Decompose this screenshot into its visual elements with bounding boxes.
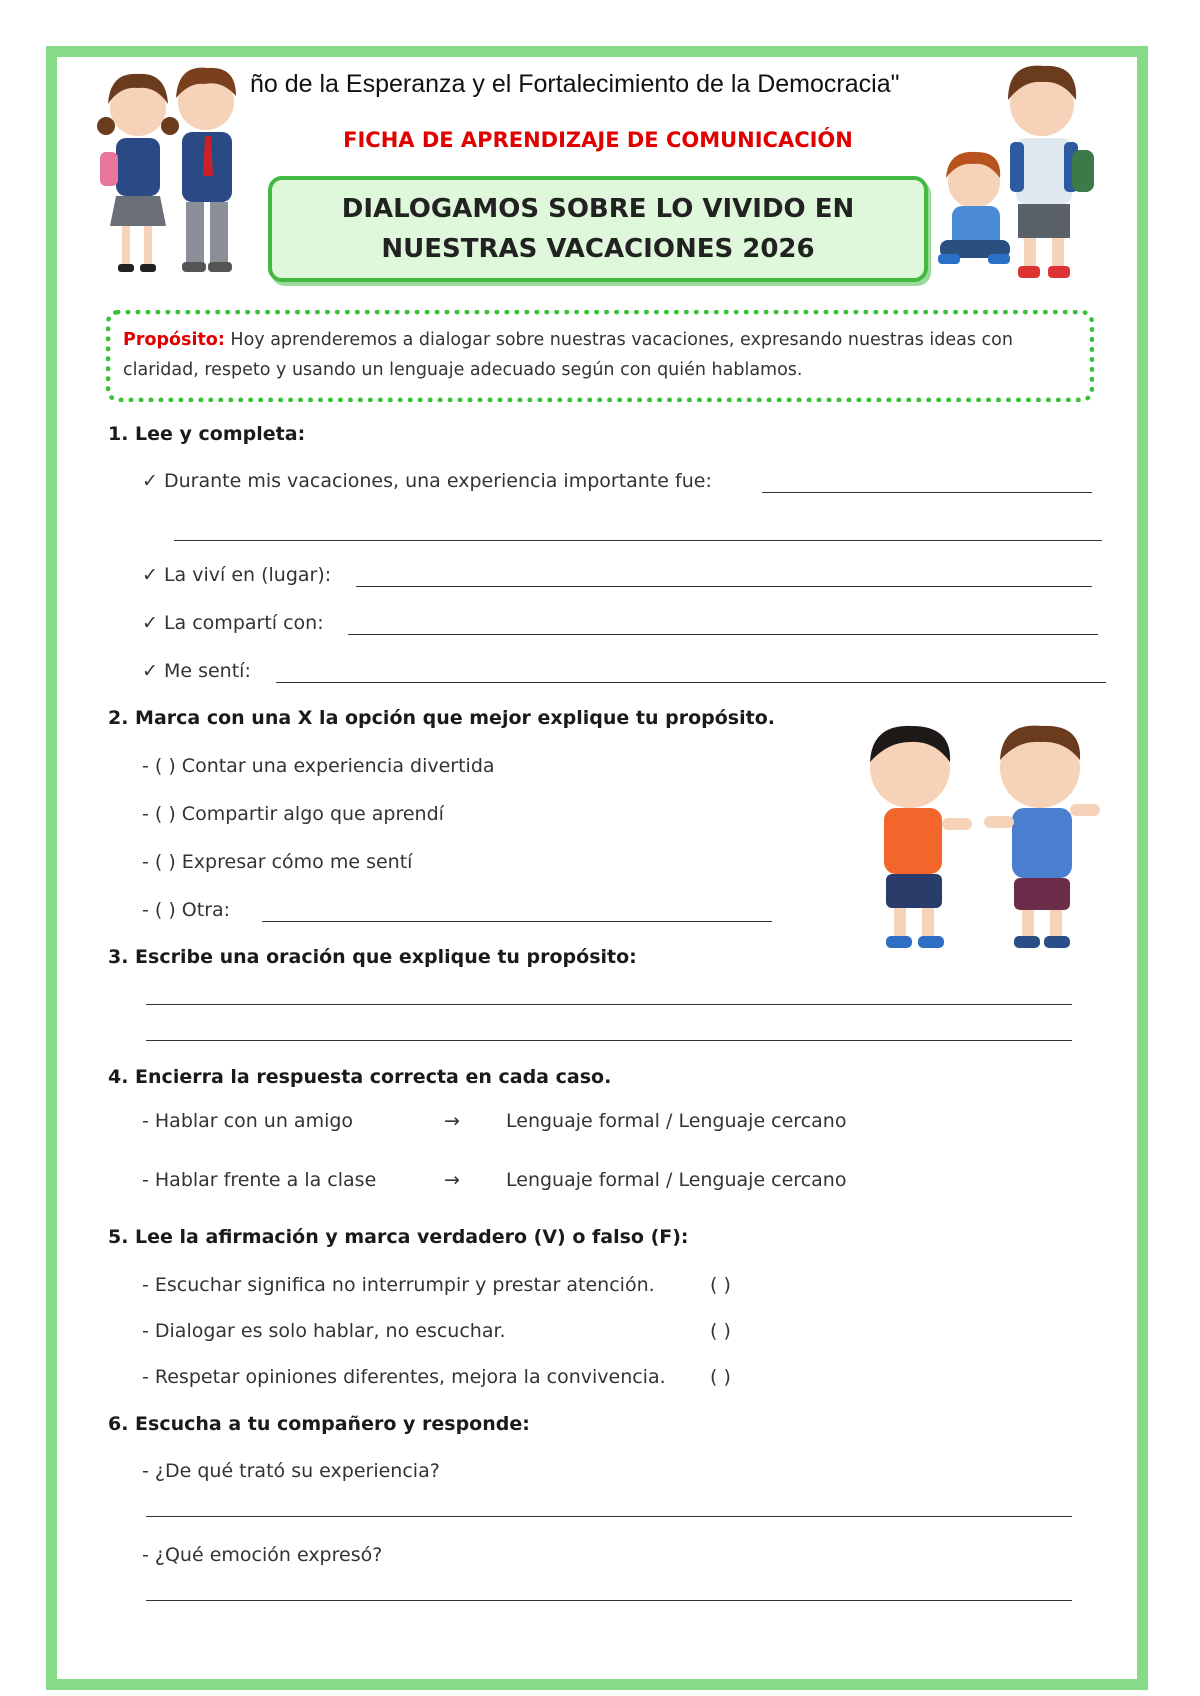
s2-option-1[interactable]: - ( ) Contar una experiencia divertida	[142, 755, 495, 777]
s4-row-1-choices[interactable]: Lenguaje formal / Lenguaje cercano	[506, 1110, 847, 1132]
s5-answer-box-2[interactable]: ( )	[710, 1320, 731, 1342]
s5-statement-2: - Dialogar es solo hablar, no escuchar.	[142, 1320, 506, 1342]
s5-answer-box-3[interactable]: ( )	[710, 1366, 731, 1388]
s1-answer-line-1b[interactable]	[174, 540, 1102, 541]
s1-item-3-text: La compartí con:	[163, 612, 324, 634]
purpose-label: Propósito:	[123, 330, 225, 350]
title-line-2: NUESTRAS VACACIONES 2026	[381, 234, 815, 264]
title-box	[268, 176, 928, 282]
s1-item-4-text: Me sentí:	[163, 660, 251, 682]
s5-statement-1: - Escuchar significa no interrumpir y prestar atención.	[142, 1274, 655, 1296]
talking-boys-illustration	[830, 704, 1130, 960]
kids-illustration-right	[934, 54, 1134, 290]
s2-option-2[interactable]: - ( ) Compartir algo que aprendí	[142, 803, 444, 825]
s4-row-1-left: - Hablar con un amigo	[142, 1110, 354, 1132]
s6-question-1: - ¿De qué trató su experiencia?	[142, 1460, 440, 1482]
worksheet-type: FICHA DE APRENDIZAJE DE COMUNICACIÓN	[343, 128, 853, 152]
s5-answer-box-1[interactable]: ( )	[710, 1274, 731, 1296]
checkmark-icon: ✓	[142, 564, 158, 586]
section-4-heading: 4. Encierra la respuesta correcta en cada caso.	[108, 1066, 612, 1088]
checkmark-icon: ✓	[142, 470, 158, 492]
s6-question-2: - ¿Qué emoción expresó?	[142, 1544, 383, 1566]
s1-item-2	[142, 564, 331, 586]
purpose-text: Hoy aprenderemos a dialogar sobre nuestras vacaciones, expresando nuestras ideas con claridad, respeto y usando un lenguaje adecuado según con quién hablamos.	[123, 330, 1013, 380]
s1-item-2-text: La viví en (lugar):	[163, 564, 332, 586]
s1-item-4	[142, 660, 251, 682]
checkmark-icon: ✓	[142, 612, 158, 634]
section-6-heading: 6. Escucha a tu compañero y responde:	[108, 1413, 530, 1435]
kids-illustration-left	[86, 56, 256, 288]
s5-statement-3: - Respetar opiniones diferentes, mejora la convivencia.	[142, 1366, 666, 1388]
year-slogan: ño de la Esperanza y el Fortalecimiento de la Democracia"	[250, 70, 900, 98]
section-5-heading: 5. Lee la afirmación y marca verdadero (V) o falso (F):	[108, 1226, 689, 1248]
s1-answer-line-4[interactable]	[276, 682, 1106, 683]
s4-row-2-choices[interactable]: Lenguaje formal / Lenguaje cercano	[506, 1169, 847, 1191]
section-2-heading: 2. Marca con una X la opción que mejor explique tu propósito.	[108, 707, 775, 729]
s1-answer-line-1[interactable]	[762, 492, 1092, 493]
s1-answer-line-2[interactable]	[356, 586, 1092, 587]
s2-option-3[interactable]: - ( ) Expresar cómo me sentí	[142, 851, 413, 873]
checkmark-icon: ✓	[142, 660, 158, 682]
s3-answer-line-1[interactable]	[146, 1004, 1072, 1005]
arrow-right-icon: →	[444, 1110, 460, 1132]
title-line-1: DIALOGAMOS SOBRE LO VIVIDO EN	[341, 194, 855, 224]
arrow-right-icon: →	[444, 1169, 460, 1191]
s1-answer-line-3[interactable]	[348, 634, 1098, 635]
s6-answer-line-2[interactable]	[146, 1600, 1072, 1601]
s3-answer-line-2[interactable]	[146, 1040, 1072, 1041]
section-3-heading: 3. Escribe una oración que explique tu propósito:	[108, 946, 637, 968]
s2-other-answer-line[interactable]	[262, 921, 772, 922]
s1-item-1-text: Durante mis vacaciones, una experiencia importante fue:	[163, 470, 712, 492]
section-1-heading: 1. Lee y completa:	[108, 423, 306, 445]
s2-option-4[interactable]: - ( ) Otra:	[142, 899, 231, 921]
purpose-box	[106, 310, 1094, 402]
s1-item-1	[142, 470, 712, 492]
s6-answer-line-1[interactable]	[146, 1516, 1072, 1517]
s1-item-3	[142, 612, 324, 634]
s4-row-2-left: - Hablar frente a la clase	[142, 1169, 377, 1191]
